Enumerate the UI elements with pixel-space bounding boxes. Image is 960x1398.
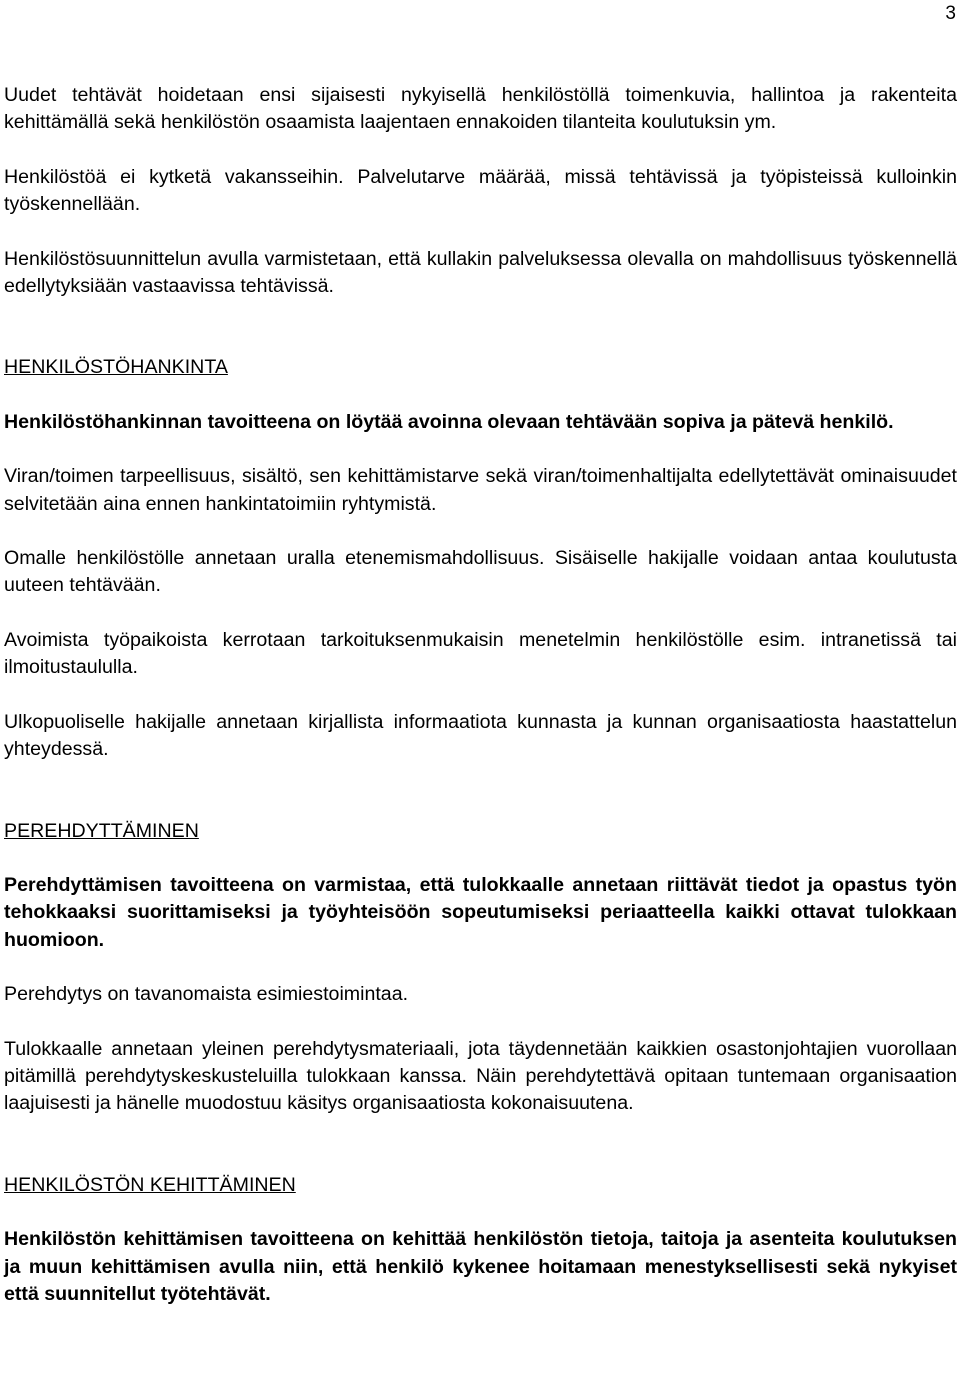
section-heading-henkiloston-kehittaminen: HENKILÖSTÖN KEHITTÄMINEN bbox=[4, 1173, 296, 1196]
paragraph: Tulokkaalle annetaan yleinen perehdytysmateriaali, jota täydennetään kaikkien osastonjohtajien vuorollaan pitämillä perehdytyskeskusteluilla tulokkaan kanssa. Näin perehdytettävä opitaan tuntemaan organisaation laajuisesti ja hänelle muodostuu käsitys organisaatiosta kokonaisuutena. bbox=[4, 1037, 957, 1115]
document-body bbox=[4, 82, 957, 1308]
paragraph: Omalle henkilöstölle annetaan uralla etenemismahdollisuus. Sisäiselle hakijalle voidaan antaa koulutusta uuteen tehtävään. bbox=[4, 547, 957, 597]
section-heading-perehdyttaminen: PEREHDYTTÄMINEN bbox=[4, 819, 199, 842]
paragraph: Henkilöstösuunnittelun avulla varmistetaan, että kullakin palveluksessa olevalla on mahdollisuus työskennellä edellytyksiään vastaavissa tehtävissä. bbox=[4, 247, 957, 298]
paragraph: Viran/toimen tarpeellisuus, sisältö, sen kehittämistarve sekä viran/toimenhaltijalta edellytettävät ominaisuudet selvitetään aina ennen hankintatoimiin ryhtymistä. bbox=[4, 465, 957, 515]
paragraph: Ulkopuoliselle hakijalle annetaan kirjallista informaatiota kunnasta ja kunnan organisaatiosta haastattelun yhteydessä. bbox=[4, 710, 957, 761]
paragraph: Henkilöstöä ei kytketä vakansseihin. Palvelutarve määrää, missä tehtävissä ja työpisteissä kulloinkin työskennellään. bbox=[4, 165, 957, 216]
section-lead: Henkilöstöhankinnan tavoitteena on löytää avoinna olevaan tehtävään sopiva ja pätevä henkilö. bbox=[4, 410, 894, 433]
page-number: 3 bbox=[945, 3, 956, 24]
section-heading-henkilostohankinta: HENKILÖSTÖHANKINTA bbox=[4, 356, 228, 379]
paragraph: Avoimista työpaikoista kerrotaan tarkoituksenmukaisin menetelmin henkilöstölle esim. intranetissä tai ilmoitustaululla. bbox=[4, 628, 957, 679]
section-lead: Perehdyttämisen tavoitteena on varmistaa, että tulokkaalle annetaan riittävät tiedot ja opastus työn tehokkaaksi suorittamiseksi ja työyhteisöön sopeutumiseksi periaatteella kaikki ottavat tulokkaan huomioon. bbox=[4, 873, 957, 951]
section-lead: Henkilöstön kehittämisen tavoitteena on kehittää henkilöstön tietoja, taitoja ja asenteita koulutuksen ja muun kehittämisen avulla niin, että henkilö kykenee hoitamaan menestyksellisesti sekä nykyiset että suunnitellut työtehtävät. bbox=[4, 1228, 957, 1305]
paragraph: Perehdytys on tavanomaista esimiestoimintaa. bbox=[4, 983, 409, 1006]
paragraph: Uudet tehtävät hoidetaan ensi sijaisesti nykyisellä henkilöstöllä toimenkuvia, hallintoa ja rakenteita kehittämällä sekä henkilöstön osaamista laajentaen ennakoiden tilanteita koulutuksin ym. bbox=[4, 84, 957, 134]
